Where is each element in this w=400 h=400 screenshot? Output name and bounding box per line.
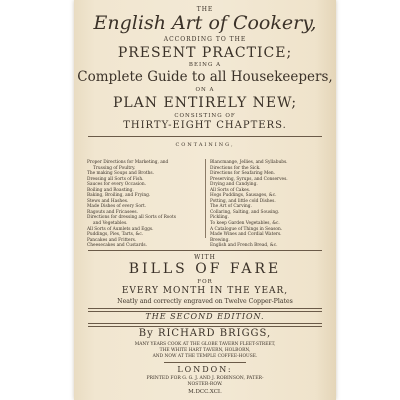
complete-guide-line: Complete Guide to all Housekeepers, — [77, 69, 333, 85]
printer-line-1: PRINTED FOR G. G. J. AND J. ROBINSON, PATER- — [146, 376, 264, 381]
according-line: ACCORDING TO THE — [163, 36, 247, 43]
printer-line-2: NOSTER-ROW. — [187, 382, 223, 387]
rule-double-bottom — [88, 323, 322, 327]
present-practice-line: PRESENT PRACTICE; — [117, 45, 293, 61]
contents-item: Made Dishes of every Sort. — [87, 204, 147, 210]
contents-left-column — [87, 160, 205, 249]
engraved-line: Neatly and correctly engraved on Twelve Copper-Plates — [117, 298, 293, 305]
author-detail-1: MANY YEARS COOK AT THE GLOBE TAVERN FLEET-STREET, — [134, 342, 276, 347]
author-detail-3: AND NOW AT THE TEMPLE COFFEE-HOUSE. — [152, 354, 258, 359]
chapters-line: THIRTY-EIGHT CHAPTERS. — [123, 120, 287, 131]
year-line: M.DCC.XCI. — [188, 389, 222, 395]
contents-item: Trussing of Poultry. — [93, 165, 136, 171]
with-line: WITH — [194, 254, 216, 261]
contents-item: A Catalogue of Things in Season. — [210, 226, 283, 232]
contents-item: Collaring, Salting, and Sousing. — [210, 209, 280, 215]
for-line: FOR — [197, 279, 213, 285]
contents-item: Potting, and little cold Dishes. — [210, 198, 276, 204]
rule-mid — [88, 250, 322, 251]
contents-right-column — [210, 160, 328, 249]
the-line: THE — [196, 6, 214, 13]
contents-item: Drying and Candying. — [210, 182, 258, 188]
contents-item: Pancakes and Fritters. — [87, 237, 137, 243]
contents-item: Proper Directions for Marketing, and — [87, 160, 169, 165]
contents-item: Boiling and Roasting. — [87, 187, 134, 193]
contents-item: Sauces for every Occasion. — [87, 182, 146, 188]
plan-line: PLAN ENTIRELY NEW; — [112, 95, 298, 111]
contents-item: Directions for the Sick. — [210, 165, 261, 171]
london-line: LONDON: — [177, 365, 233, 374]
contents-item: To keep Garden Vegetables, &c. — [210, 221, 280, 227]
contents-item: Blancmange, Jellies, and Syllabubs. — [210, 160, 288, 165]
contents-item: and Vegetables. — [93, 221, 128, 227]
contents-item: English and French Bread, &c. — [210, 243, 278, 249]
contents-item: Ragouts and Fricasees. — [87, 209, 138, 215]
rule-top — [88, 136, 322, 137]
contents-item: Dressing all Sorts of Fish. — [87, 176, 144, 182]
contents-item: The Art of Carving. — [210, 204, 252, 210]
being-line: BEING A — [188, 62, 222, 68]
column-divider — [205, 159, 206, 238]
bills-of-fare-line: BILLS OF FARE — [128, 261, 282, 277]
contents-item: Brewing. — [210, 237, 230, 243]
on-a-line: ON A — [195, 87, 215, 93]
edition-line: THE SECOND EDITION. — [145, 312, 265, 321]
contents-item: Preserving, Syrups, and Conserves. — [210, 176, 288, 182]
contents-item: Made Wines and Cordial Waters. — [210, 232, 282, 238]
contents-item: Hogs Puddings, Sausages, &c. — [210, 193, 277, 199]
consisting-line: CONSISTING OF — [174, 113, 236, 119]
contents-item: Cheesecakes and Custards. — [87, 243, 147, 249]
contents-item: Directions for dressing all Sorts of Roots — [87, 215, 176, 221]
contents-item: All Sorts of Aumlets and Eggs. — [87, 226, 154, 232]
rule-short — [164, 362, 246, 363]
author-line: By RICHARD BRIGGS, — [138, 328, 272, 339]
contents-item: Pickling. — [210, 215, 229, 221]
contents-item: Puddings, Pies, Tarts, &c. — [87, 232, 144, 238]
title-page — [74, 0, 336, 400]
author-detail-2: THE WHITE HART TAVERN, HOLBORN, — [159, 348, 251, 353]
contents-item: Baking, Broiling, and Frying. — [87, 193, 151, 199]
contents-item: All Sorts of Cakes. — [210, 187, 251, 193]
contents-item: Stews and Hashes. — [87, 198, 129, 204]
containing-line: CONTAINING, — [175, 142, 235, 148]
contents-item: The making Soups and Broths. — [87, 171, 154, 177]
contents-item: Directions for Seafaring Men. — [210, 171, 276, 177]
book-title: English Art of Cookery, — [93, 12, 317, 34]
every-month-line: EVERY MONTH IN THE YEAR, — [121, 286, 289, 296]
